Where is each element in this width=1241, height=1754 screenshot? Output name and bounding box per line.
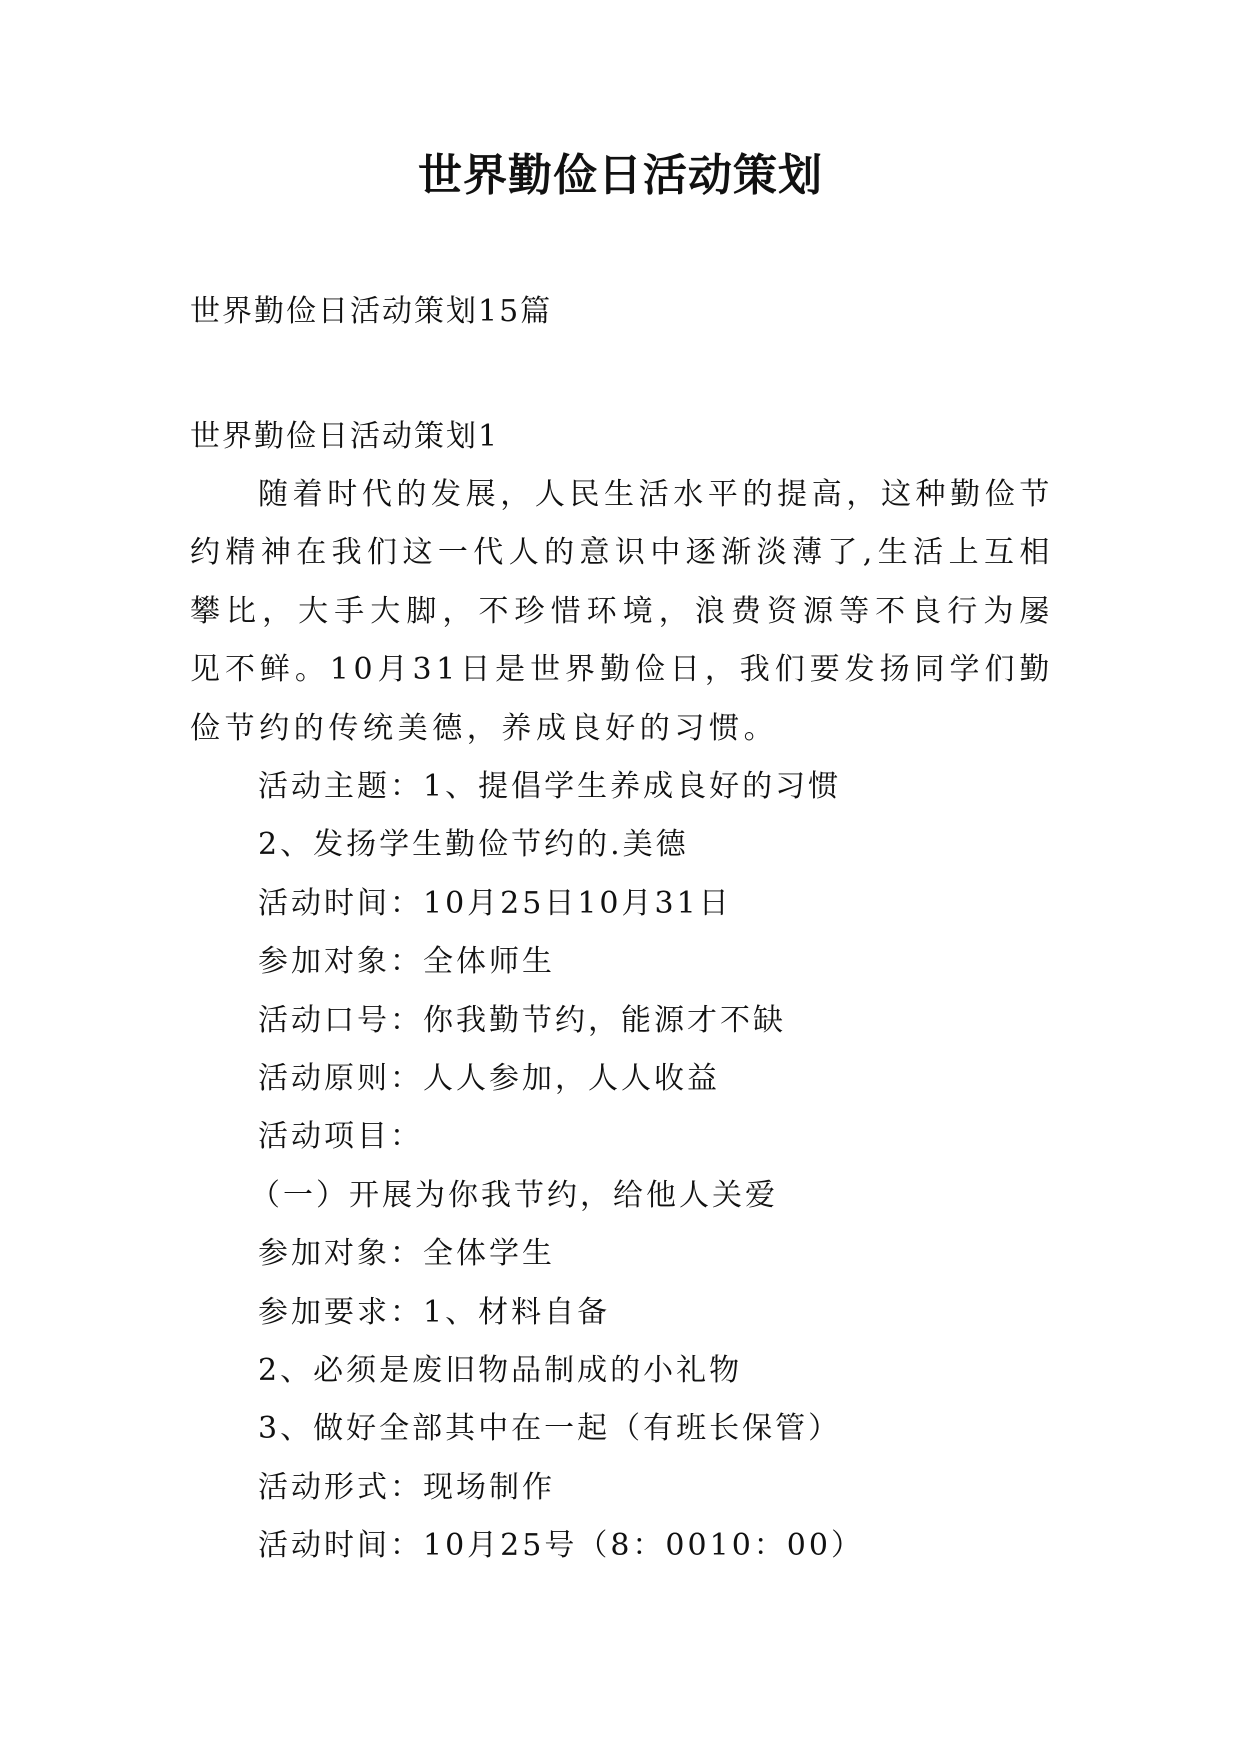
activity-theme-item-2: 2、发扬学生勤俭节约的.美德 — [258, 827, 689, 863]
section-heading: 世界勤俭日活动策划1 — [190, 419, 500, 454]
activity-time-line: 活动时间：10月25日10月31日 — [258, 885, 732, 921]
item-participants-line: 参加对象：全体学生 — [258, 1236, 555, 1272]
document-title: 世界勤俭日活动策划 — [418, 150, 823, 201]
activity-theme-line: 活动主题：1、提倡学生养成良好的习惯 — [258, 769, 842, 805]
activity-items-heading: 活动项目： — [258, 1119, 423, 1155]
item-time-line: 活动时间：10月25号（8：0010：00） — [258, 1528, 864, 1564]
item-requirement-2: 2、必须是废旧物品制成的小礼物 — [258, 1352, 743, 1388]
activity-slogan-line: 活动口号：你我勤节约，能源才不缺 — [258, 1002, 786, 1038]
activity-principle-line: 活动原则：人人参加，人人收益 — [258, 1060, 720, 1096]
item-requirement-1: 参加要求：1、材料自备 — [258, 1294, 611, 1330]
document-body — [190, 408, 1054, 1576]
participants-line: 参加对象：全体师生 — [258, 944, 555, 980]
document-subtitle: 世界勤俭日活动策划15篇 — [190, 294, 553, 329]
activity-item-one: （一）开展为你我节约，给他人关爱 — [250, 1177, 778, 1213]
intro-paragraph: 随着时代的发展，人民生活水平的提高，这种勤俭节约精神在我们这一代人的意识中逐渐淡薄了,生活上互相攀比，大手大脚，不珍惜环境，浪费资源等不良行为屡见不鲜。10月31日是世界勤俭日，我们要发扬同学们勤俭节约的传统美德，养成良好的习惯。 — [190, 477, 1054, 746]
activity-format-line: 活动形式：现场制作 — [258, 1469, 555, 1505]
item-requirement-3: 3、做好全部其中在一起（有班长保管） — [258, 1411, 842, 1447]
